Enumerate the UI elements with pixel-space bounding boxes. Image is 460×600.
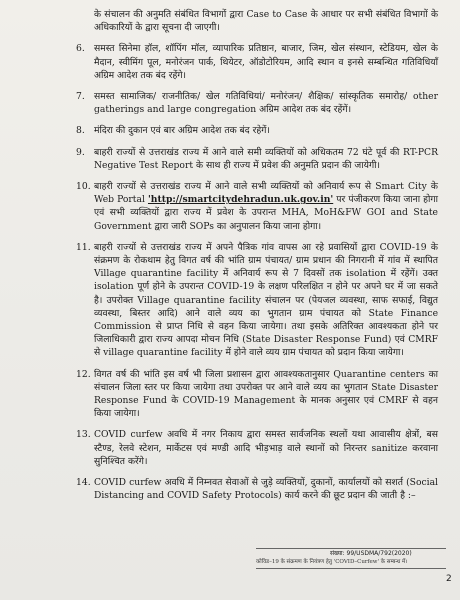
list-item-8: [76, 124, 438, 137]
list-item-10: [76, 180, 438, 233]
item-text: COVID curfew अवधि में नगर निकाय द्वारा समस्त सार्वजनिक स्थलों यथा आवासीय क्षेत्रों, बस स्टैण्ड, रेलवे स्टेशन, मार्केटस एवं मण्डी आदि भीड़भाड़ वाले स्थानों को निरन्तर sanitize करवाना सुनिश्चित करेंगे।: [94, 429, 438, 467]
order-body: [76, 8, 438, 511]
list-item-12: [76, 368, 438, 421]
smart-city-portal-link[interactable]: 'http://smartcitydehradun.uk.gov.in': [147, 194, 334, 206]
item-text: मंदिरा की दुकान एवं बार अग्रिम आदेश तक बंद रहेगें।: [94, 125, 270, 137]
item-text: बाहरी राज्यों से उत्तराखंड राज्य में अपने पैत्रिक गांव वापस आ रहे प्रवासियों द्वारा COVID-19 के संक्रमण के रोकथाम हेतु विगत वर्ष की भांति ग्राम पंचायत/ ग्राम प्रधान की निगरानी में गांव में स्थापित Village quarantine facility में अनिवार्य रूप से 7 दिवसों तक isolation में रहेंगें। उक्त isolation पूर्ण होने के उपरान्त COVID-19 के लक्षण परिलक्षित न होने पर अपने घर में जा सकते है। उपरोक्त Village quarantine facility संचालन पर (पेयजल व्यवस्था, साफ सफाई, विद्युत व्यवस्था, बिस्तर आदि) आने वाले व्यय का भुगतान ग्राम पंचायत को State Finance Commission से प्राप्त निधि से वहन किया जायेगा। तथा इसके अतिरिक्त आवश्यकता होने पर जिलाधिकारी द्वारा राज्य आपदा मोचन निधि (State Disaster Response Fund) एवं CMRF से village quarantine facility में होने वाले व्यय ग्राम पंचायत को प्रदान किया जायेगा।: [94, 241, 438, 359]
item-number: 10.: [76, 181, 91, 193]
list-item-11: [76, 241, 438, 360]
paragraph-text: के संचालन की अनुमति संबंधित विभागों द्वारा Case to Case के आधार पर सभी संबंधित विभागों के अधिकारियों के द्वारा सूचना दी जाएगी।: [94, 9, 438, 34]
item-text: COVID curfew अवधि में निम्नवत सेवाओं से जुड़े व्यक्तियों, दुकानों, कार्यालयों को सशर्त (Social Distancing and COVID Safety Protocols) कार्य करने की छूट प्रदान की जाती है :–: [94, 477, 438, 502]
list-item-14: [76, 476, 438, 502]
list-item-9: [76, 146, 438, 172]
item-text: बाहरी राज्यों से उत्तराखंड राज्य में आने वाले समी व्यक्तियों को अधिकतम 72 घंटे पूर्व की RT-PCR Negative Test Report के साथ ही राज्य में प्रवेश की अनुमति प्रदान की जायेगी।: [94, 146, 438, 171]
subject-line: कोविड–19 के संक्रमण के नियंत्रण हेतु 'COVID–Curfew' के सम्बन्ध में।: [256, 559, 408, 565]
item-text: [94, 180, 438, 233]
item-text-pre: बाहरी राज्यों से उत्तराखंड राज्य में आने वाले सभी व्यक्तियों को अनिवार्य रूप से Smart City के Web Portal: [94, 181, 438, 206]
item-number: 8.: [76, 125, 85, 137]
item-number: 11.: [76, 241, 91, 253]
item-number: 6.: [76, 43, 85, 55]
footer-reference: [256, 548, 446, 569]
item-number: 9.: [76, 146, 85, 158]
list-item-13: [76, 428, 438, 468]
item-text-post: पर पंजीकरण किया जाना होगा एवं सभी व्यक्तियों द्वारा राज्य में प्रवेश के उपरान्त MHA, MoH&FW GOI and State Government द्वारा जारी SOPs का अनुपालन किया जाना होगा।: [94, 194, 438, 232]
reference-number: संख्या: 99/USDMA/792(2020): [330, 550, 412, 557]
page-number: 2: [446, 574, 452, 584]
continued-paragraph: [94, 8, 438, 34]
item-number: 12.: [76, 368, 91, 380]
item-number: 7.: [76, 91, 85, 103]
item-number: 13.: [76, 429, 91, 441]
item-text: विगत वर्ष की भांति इस वर्ष भी जिला प्रशासन द्वारा आवश्यकतानुसार Quarantine centers का संचालन जिला स्तर पर किया जायेगा तथा उपरोक्त पर आने वाले व्यय का भुगतान State Disaster Response Fund के COVID-19 Management के मानक अनुसार एवं CMRF से वहन किया जायेगा।: [94, 368, 438, 420]
item-number: 14.: [76, 477, 91, 489]
list-item-6: [76, 42, 438, 82]
item-text: समस्त सिनेमा हॉल, शॉपिंग मॉल, व्यापारिक प्रतिष्ठान, बाजार, जिम, खेल संस्थान, स्टेडियम, खेल के मैदान, स्वीमिंग पूल, मनोरंजन पार्क, थियेटर, ऑडोटोरियम, आदि स्थान व इनसे सम्बन्धित गतिविधियाँ अग्रिम आदेश तक बंद रहेंगे।: [94, 43, 438, 81]
item-text: समस्त सामाजिक/ राजनीतिक/ खेल गतिविधियां/ मनोरंजन/ शैक्षिक/ सांस्कृतिक समारोह/ other gatherings and large congregation अग्रिम आदेश तक बंद रहेंगें।: [94, 91, 438, 116]
list-item-7: [76, 90, 438, 116]
